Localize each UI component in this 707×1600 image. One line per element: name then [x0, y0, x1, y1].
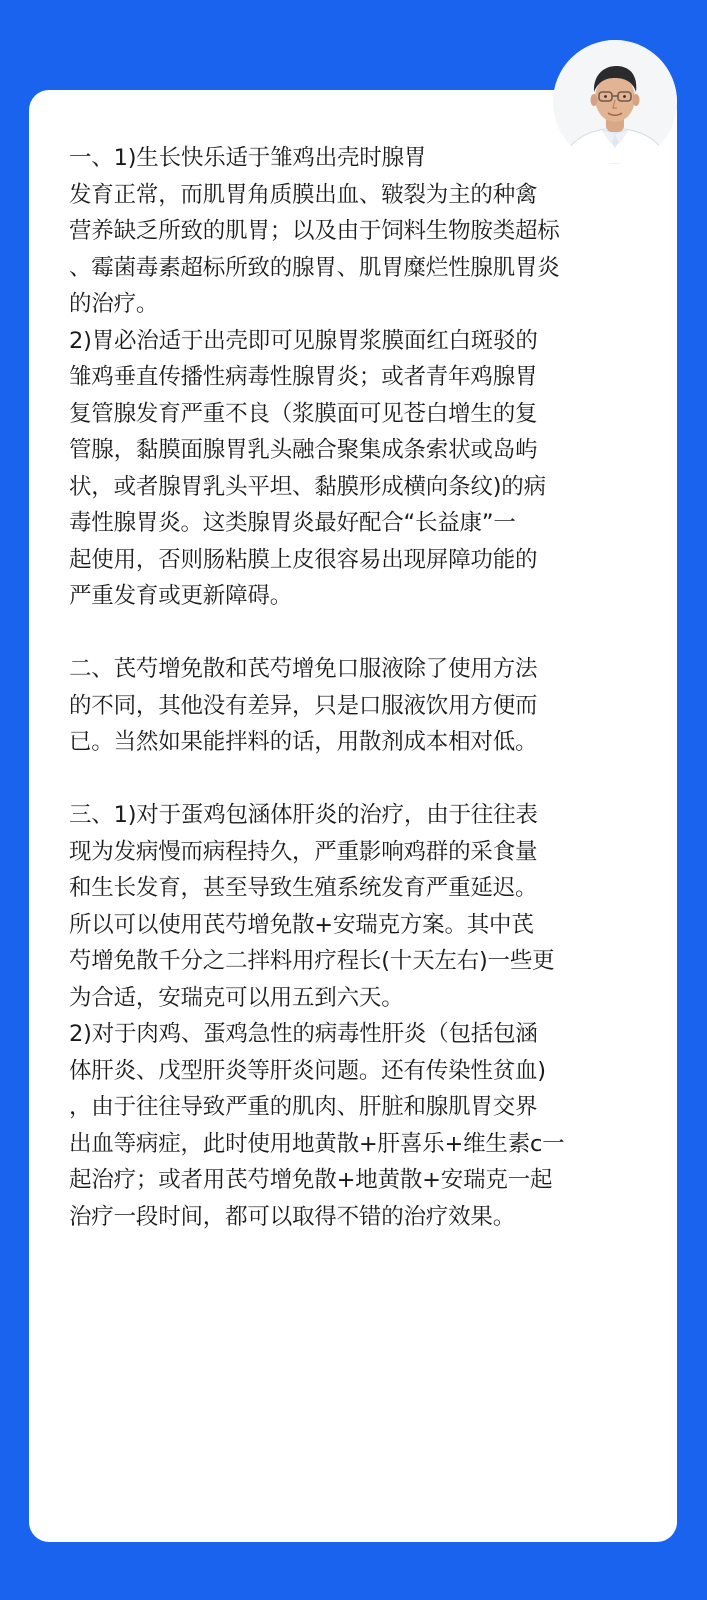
text-line: 治疗一段时间，都可以取得不错的治疗效果。	[69, 1203, 516, 1230]
text-line: 起使用，否则肠粘膜上皮很容易出现屏障功能的	[69, 546, 538, 573]
text-line: 发育正常，而肌胃角质膜出血、皲裂为主的种禽	[69, 181, 538, 208]
text-line: 复管腺发育严重不良（浆膜面可见苍白增生的复	[69, 400, 538, 427]
text-line: 已。当然如果能拌料的话，用散剂成本相对低。	[69, 729, 538, 755]
text-line: 为合适，安瑞克可以用五到六天。	[69, 984, 404, 1011]
text-line: 、霉菌毒素超标所致的腺胃、肌胃糜烂性腺肌胃炎	[69, 254, 560, 281]
text-line: 严重发育或更新障碍。	[69, 583, 293, 609]
text-line: ，由于往往导致严重的肌肉、肝脏和腺肌胃交界	[69, 1094, 538, 1120]
section-one	[69, 140, 649, 615]
content-card	[29, 90, 677, 1542]
text-line: 起治疗；或者用芪芍增免散+地黄散+安瑞克一起	[69, 1167, 553, 1193]
text-line: 毒性腺胃炎。这类腺胃炎最好配合“长益康”一	[69, 510, 516, 536]
text-line: 现为发病慢而病程持久，严重影响鸡群的采食量	[69, 838, 538, 865]
text-line: 二、芪芍增免散和芪芍增免口服液除了使用方法	[69, 656, 538, 682]
text-line: 的不同，其他没有差异，只是口服液饮用方便而	[69, 692, 538, 719]
doctor-avatar	[553, 40, 677, 164]
text-line: 所以可以使用芪芍增免散+安瑞克方案。其中芪	[69, 911, 534, 938]
text-line: 营养缺乏所致的肌胃；以及由于饲料生物胺类超标	[69, 218, 560, 244]
doctor-portrait-icon	[553, 40, 677, 164]
text-line: 2)对于肉鸡、蛋鸡急性的病毒性肝炎（包括包涵	[69, 1021, 538, 1047]
text-line: 的治疗。	[69, 291, 159, 317]
article-body	[69, 140, 649, 1235]
section-three	[69, 797, 649, 1235]
text-line: 雏鸡垂直传播性病毒性腺胃炎；或者青年鸡腺胃	[69, 364, 538, 390]
text-line: 管腺，黏膜面腺胃乳头融合聚集成条索状或岛屿	[69, 437, 538, 463]
paragraph-spacer	[69, 615, 649, 652]
text-line: 芍增免散千分之二拌料用疗程长(十天左右)一些更	[69, 948, 555, 974]
text-line: 出血等病症，此时使用地黄散+肝喜乐+维生素c一	[69, 1130, 565, 1157]
text-line: 一、1)生长快乐适于雏鸡出壳时腺胃	[69, 145, 427, 171]
text-line: 三、1)对于蛋鸡包涵体肝炎的治疗，由于往往表	[69, 802, 538, 828]
text-line: 和生长发育，甚至导致生殖系统发育严重延迟。	[69, 875, 538, 901]
text-line: 2)胃必治适于出壳即可见腺胃浆膜面红白斑驳的	[69, 327, 538, 354]
paragraph-spacer	[69, 761, 649, 798]
section-two	[69, 651, 649, 761]
text-line: 状，或者腺胃乳头平坦、黏膜形成横向条纹)的病	[69, 473, 546, 500]
text-line: 体肝炎、戊型肝炎等肝炎问题。还有传染性贫血)	[69, 1057, 546, 1084]
